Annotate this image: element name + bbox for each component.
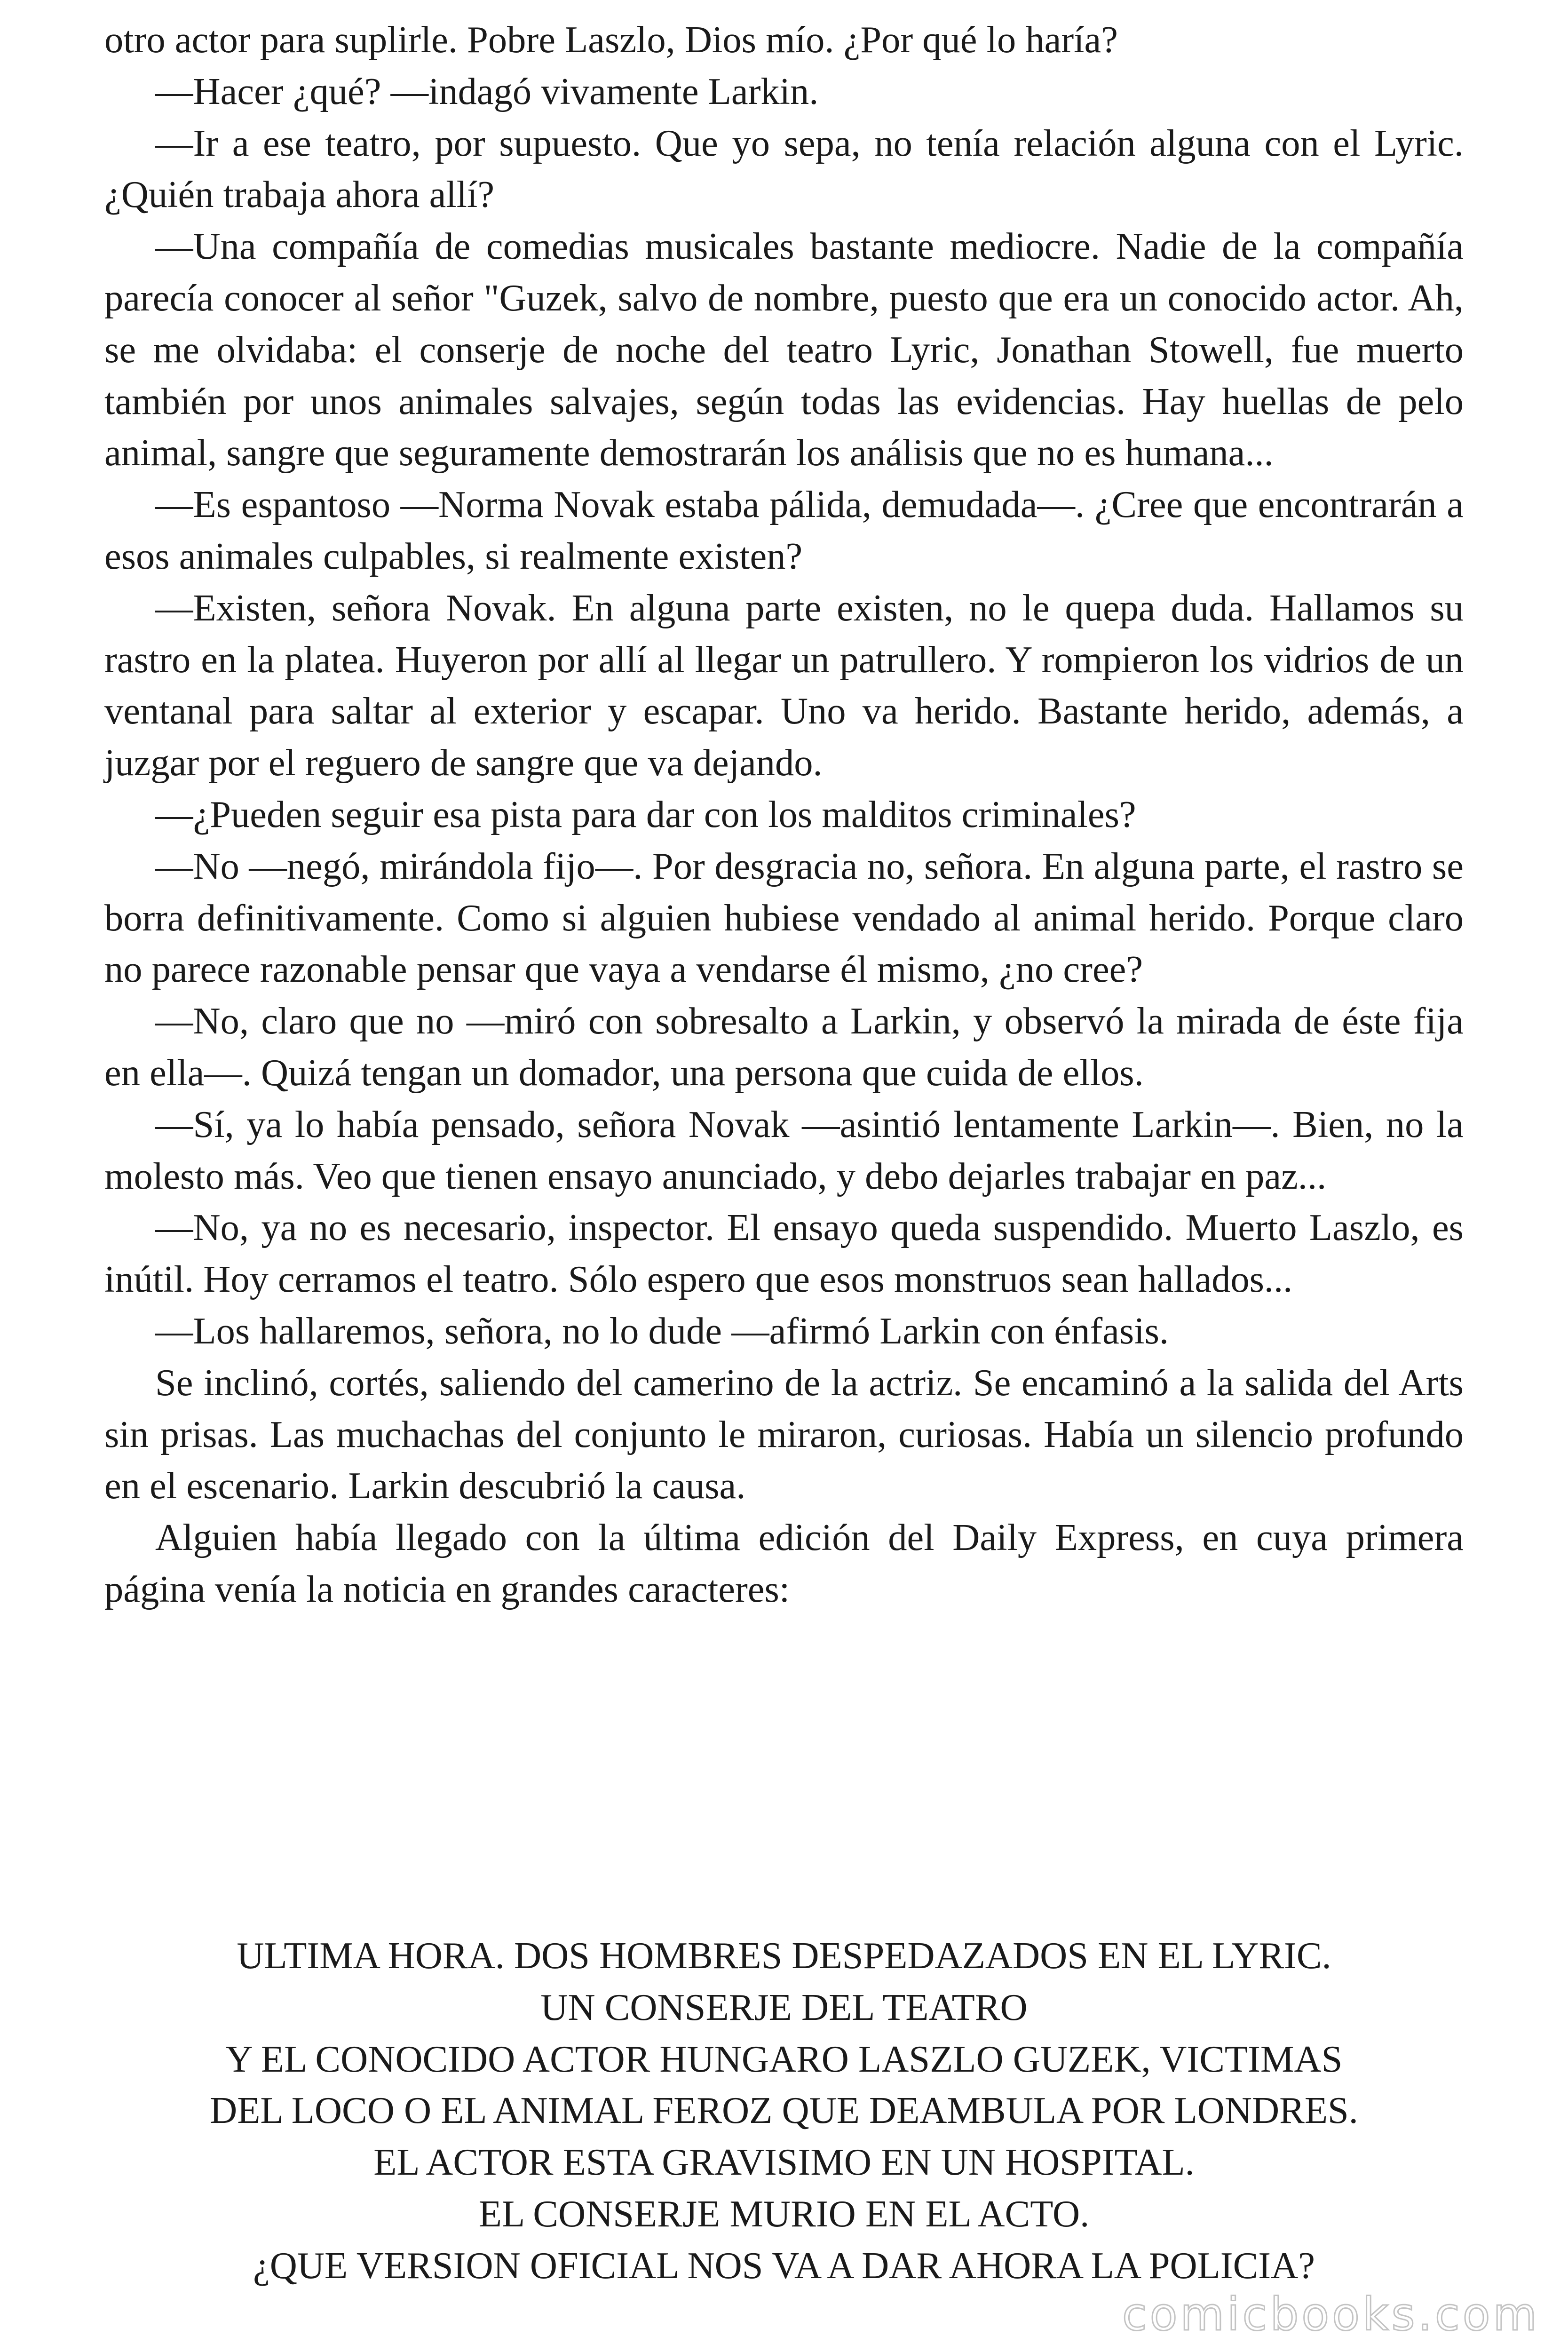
paragraph: —Sí, ya lo había pensado, señora Novak —asintió lentamente Larkin—. Bien, no la molesto más. Veo que tienen ensayo anunciado, y debo dejarles trabajar en paz... bbox=[104, 1103, 1464, 1197]
headline-line: ULTIMA HORA. DOS HOMBRES DESPEDAZADOS EN EL LYRIC. bbox=[237, 1935, 1331, 1977]
paragraph: —¿Pueden seguir esa pista para dar con los malditos criminales? bbox=[155, 793, 1136, 835]
paragraph: —Existen, señora Novak. En alguna parte existen, no le quepa duda. Hallamos su rastro en la platea. Huyeron por allí al llegar un patrullero. Y rompieron los vidrios de un ventanal para saltar al exterior y escapar. Uno va herido. Bastante herido, además, a juzgar por el reguero de sangre que va dejando. bbox=[104, 587, 1464, 784]
paragraph: Alguien había llegado con la última edición del Daily Express, en cuya primera página venía la noticia en grandes caracteres: bbox=[104, 1517, 1464, 1610]
headline-line: ¿QUE VERSION OFICIAL NOS VA A DAR AHORA LA POLICIA? bbox=[253, 2244, 1315, 2287]
headline-line: EL CONSERJE MURIO EN EL ACTO. bbox=[478, 2193, 1090, 2235]
paragraph: —Una compañía de comedias musicales bastante mediocre. Nadie de la compañía parecía conocer al señor "Guzek, salvo de nombre, puesto que era un conocido actor. Ah, se me olvidaba: el conserje de noche del teatro Lyric, Jonathan Stowell, fue muerto también por unos animales salvajes, según todas las evidencias. Hay huellas de pelo animal, sangre que seguramente demostrarán los análisis que no es humana... bbox=[104, 225, 1464, 474]
paragraph: —No —negó, mirándola fijo—. Por desgracia no, señora. En alguna parte, el rastro se borra definitivamente. Como si alguien hubiese vendado al animal herido. Porque claro no parece razonable pensar que vaya a vendarse él mismo, ¿no cree? bbox=[104, 845, 1464, 991]
paragraph: —Es espantoso —Norma Novak estaba pálida, demudada—. ¿Cree que encontrarán a esos animales culpables, si realmente existen? bbox=[104, 484, 1464, 577]
paragraph: —Ir a ese teatro, por supuesto. Que yo sepa, no tenía relación alguna con el Lyric. ¿Quién trabaja ahora allí? bbox=[104, 122, 1464, 216]
body-text bbox=[104, 14, 1464, 1615]
newspaper-headline bbox=[104, 1930, 1464, 2292]
paragraph: —No, ya no es necesario, inspector. El ensayo queda suspendido. Muerto Laszlo, es inútil. Hoy cerramos el teatro. Sólo espero que esos monstruos sean hallados... bbox=[104, 1207, 1464, 1301]
headline-line: Y EL CONOCIDO ACTOR HUNGARO LASZLO GUZEK, VICTIMAS bbox=[225, 2038, 1343, 2080]
headline-line: EL ACTOR ESTA GRAVISIMO EN UN HOSPITAL. bbox=[373, 2141, 1195, 2184]
headline-line: UN CONSERJE DEL TEATRO bbox=[540, 1986, 1028, 2028]
headline-line: DEL LOCO O EL ANIMAL FEROZ QUE DEAMBULA POR LONDRES. bbox=[210, 2090, 1358, 2132]
paragraph: —Los hallaremos, señora, no lo dude —afirmó Larkin con énfasis. bbox=[155, 1310, 1169, 1352]
paragraph: —Hacer ¿qué? —indagó vivamente Larkin. bbox=[155, 70, 819, 112]
paragraph: —No, claro que no —miró con sobresalto a Larkin, y observó la mirada de éste fija en ella—. Quizá tengan un domador, una persona que cuida de ellos. bbox=[104, 1000, 1464, 1094]
paragraph: Se inclinó, cortés, saliendo del camerino de la actriz. Se encaminó a la salida del Arts sin prisas. Las muchachas del conjunto le miraron, curiosas. Había un silencio profundo en el escenario. Larkin descubrió la causa. bbox=[104, 1361, 1464, 1507]
watermark: comicbooks.com bbox=[1122, 2288, 1540, 2341]
paragraph-continuation: otro actor para suplirle. Pobre Laszlo, Dios mío. ¿Por qué lo haría? bbox=[104, 19, 1118, 61]
